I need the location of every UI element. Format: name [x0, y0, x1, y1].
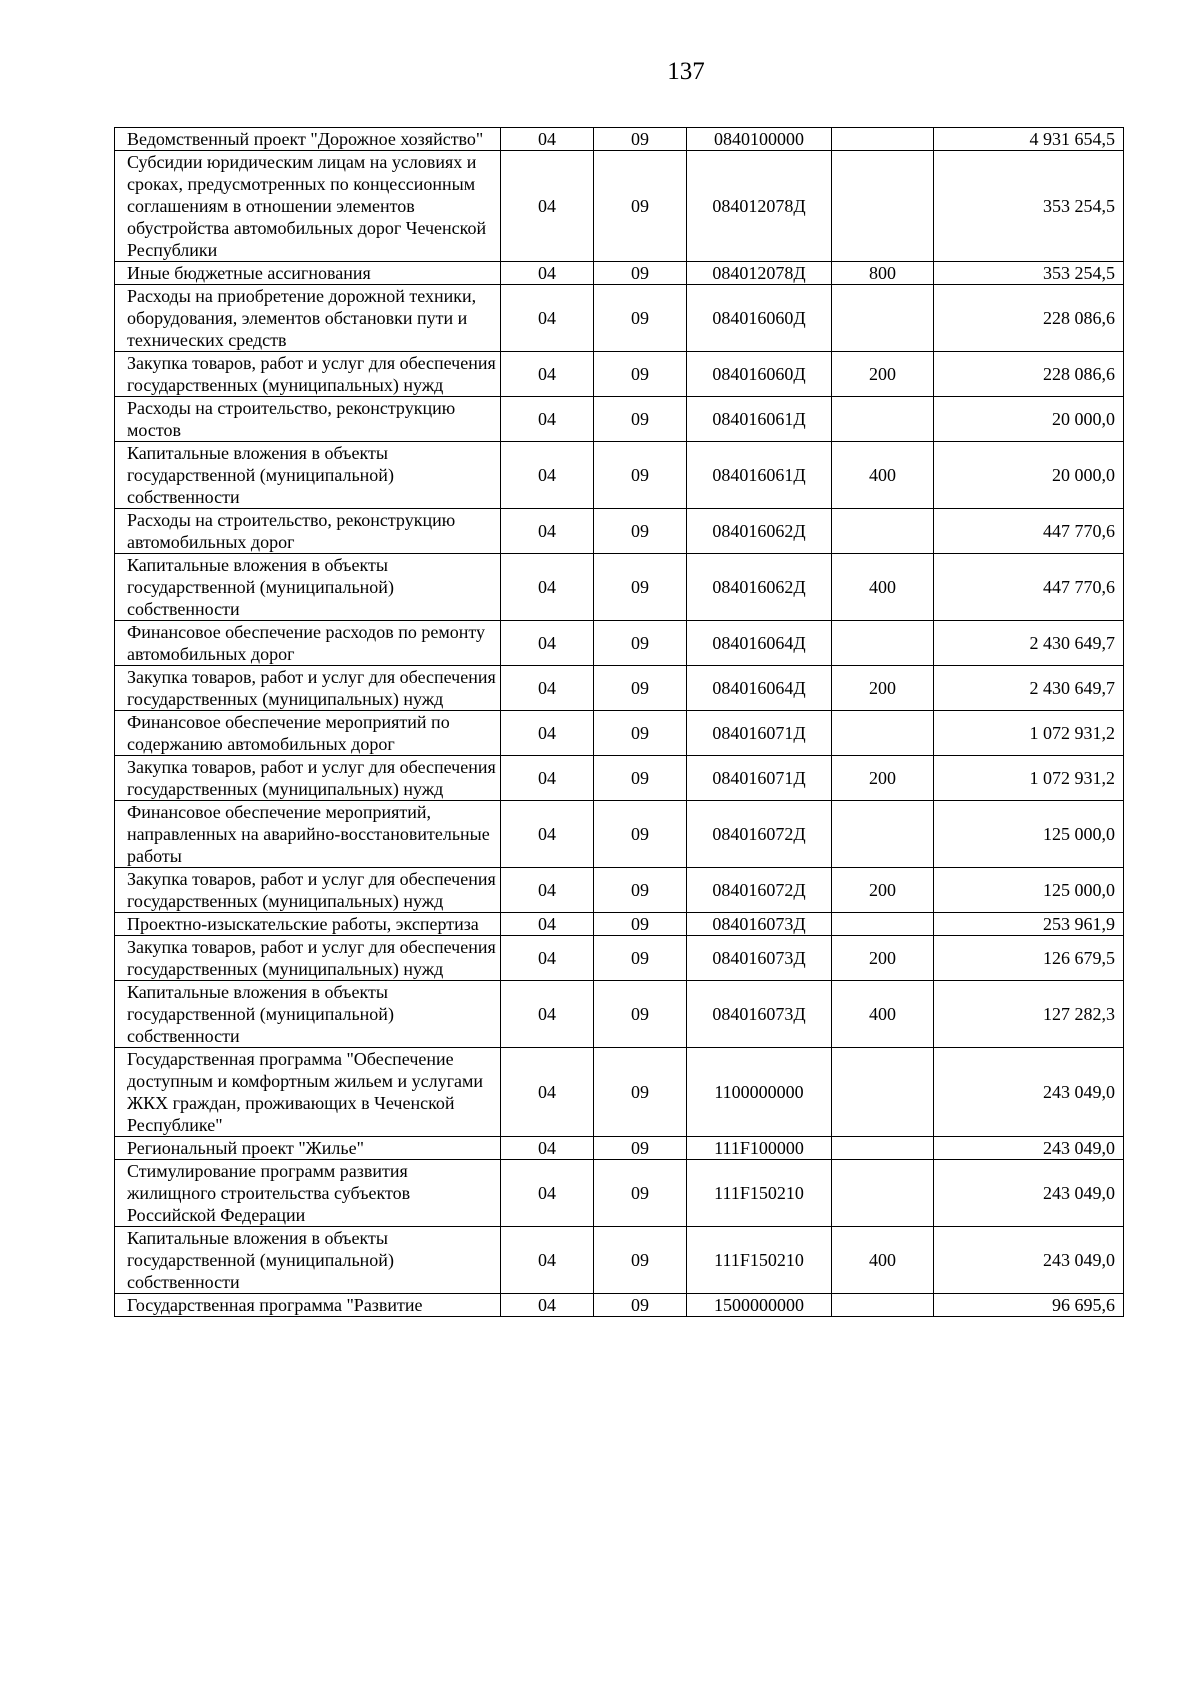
- subsection-code-cell: 09: [594, 509, 687, 554]
- expense-type-cell: 400: [832, 442, 934, 509]
- section-code-cell: 04: [501, 262, 594, 285]
- row-name-cell: Закупка товаров, работ и услуг для обеспечения государственных (муниципальных) нужд: [115, 868, 501, 913]
- row-name-cell: Капитальные вложения в объекты государственной (муниципальной) собственности: [115, 1227, 501, 1294]
- row-name-cell: Закупка товаров, работ и услуг для обеспечения государственных (муниципальных) нужд: [115, 666, 501, 711]
- amount-cell: 228 086,6: [934, 285, 1124, 352]
- table-row: [115, 128, 1124, 151]
- subsection-code-cell: 09: [594, 936, 687, 981]
- subsection-code-cell: 09: [594, 801, 687, 868]
- row-name-cell: Финансовое обеспечение мероприятий по содержанию автомобильных дорог: [115, 711, 501, 756]
- target-article-cell: 111F150210: [687, 1227, 832, 1294]
- amount-cell: 243 049,0: [934, 1137, 1124, 1160]
- table-row: [115, 1227, 1124, 1294]
- amount-cell: 447 770,6: [934, 554, 1124, 621]
- row-name-cell: Проектно-изыскательские работы, экспертиза: [115, 913, 501, 936]
- target-article-cell: 1100000000: [687, 1048, 832, 1137]
- amount-cell: 125 000,0: [934, 801, 1124, 868]
- section-code-cell: 04: [501, 868, 594, 913]
- section-code-cell: 04: [501, 936, 594, 981]
- expense-type-cell: 200: [832, 666, 934, 711]
- target-article-cell: 084016061Д: [687, 442, 832, 509]
- expense-type-cell: 200: [832, 756, 934, 801]
- table-row: [115, 868, 1124, 913]
- target-article-cell: 1500000000: [687, 1294, 832, 1317]
- amount-cell: 20 000,0: [934, 397, 1124, 442]
- table-row: [115, 1137, 1124, 1160]
- target-article-cell: 084016062Д: [687, 554, 832, 621]
- target-article-cell: 084016062Д: [687, 509, 832, 554]
- row-name-cell: Расходы на приобретение дорожной техники, оборудования, элементов обстановки пути и технических средств: [115, 285, 501, 352]
- expense-type-cell: [832, 151, 934, 262]
- table-row: [115, 509, 1124, 554]
- target-article-cell: 084012078Д: [687, 151, 832, 262]
- row-name-cell: Расходы на строительство, реконструкцию мостов: [115, 397, 501, 442]
- section-code-cell: 04: [501, 1294, 594, 1317]
- subsection-code-cell: 09: [594, 1294, 687, 1317]
- row-name-cell: Капитальные вложения в объекты государственной (муниципальной) собственности: [115, 442, 501, 509]
- amount-cell: 4 931 654,5: [934, 128, 1124, 151]
- expense-type-cell: [832, 1160, 934, 1227]
- expense-type-cell: [832, 1294, 934, 1317]
- amount-cell: 96 695,6: [934, 1294, 1124, 1317]
- expense-type-cell: 400: [832, 1227, 934, 1294]
- section-code-cell: 04: [501, 128, 594, 151]
- table-row: [115, 801, 1124, 868]
- target-article-cell: 084016072Д: [687, 801, 832, 868]
- target-article-cell: 084016064Д: [687, 666, 832, 711]
- table-row: [115, 756, 1124, 801]
- table-row: [115, 1294, 1124, 1317]
- section-code-cell: 04: [501, 1137, 594, 1160]
- target-article-cell: 111F100000: [687, 1137, 832, 1160]
- amount-cell: 20 000,0: [934, 442, 1124, 509]
- table-row: [115, 397, 1124, 442]
- section-code-cell: 04: [501, 285, 594, 352]
- subsection-code-cell: 09: [594, 1137, 687, 1160]
- table-row: [115, 936, 1124, 981]
- subsection-code-cell: 09: [594, 981, 687, 1048]
- expense-type-cell: [832, 397, 934, 442]
- amount-cell: 243 049,0: [934, 1048, 1124, 1137]
- row-name-cell: Закупка товаров, работ и услуг для обеспечения государственных (муниципальных) нужд: [115, 352, 501, 397]
- budget-table-body: [115, 128, 1124, 1317]
- amount-cell: 1 072 931,2: [934, 756, 1124, 801]
- target-article-cell: 084016060Д: [687, 285, 832, 352]
- row-name-cell: Закупка товаров, работ и услуг для обеспечения государственных (муниципальных) нужд: [115, 756, 501, 801]
- section-code-cell: 04: [501, 801, 594, 868]
- amount-cell: 253 961,9: [934, 913, 1124, 936]
- expense-type-cell: [832, 621, 934, 666]
- table-row: [115, 621, 1124, 666]
- subsection-code-cell: 09: [594, 442, 687, 509]
- section-code-cell: 04: [501, 621, 594, 666]
- target-article-cell: 084016073Д: [687, 936, 832, 981]
- subsection-code-cell: 09: [594, 128, 687, 151]
- row-name-cell: Ведомственный проект "Дорожное хозяйство": [115, 128, 501, 151]
- subsection-code-cell: 09: [594, 1160, 687, 1227]
- section-code-cell: 04: [501, 666, 594, 711]
- subsection-code-cell: 09: [594, 756, 687, 801]
- target-article-cell: 084016072Д: [687, 868, 832, 913]
- table-row: [115, 981, 1124, 1048]
- subsection-code-cell: 09: [594, 1048, 687, 1137]
- target-article-cell: 084016071Д: [687, 711, 832, 756]
- subsection-code-cell: 09: [594, 621, 687, 666]
- table-row: [115, 285, 1124, 352]
- subsection-code-cell: 09: [594, 151, 687, 262]
- amount-cell: 2 430 649,7: [934, 666, 1124, 711]
- expense-type-cell: [832, 711, 934, 756]
- table-row: [115, 1160, 1124, 1227]
- expense-type-cell: 800: [832, 262, 934, 285]
- expense-type-cell: 200: [832, 936, 934, 981]
- table-row: [115, 352, 1124, 397]
- row-name-cell: Закупка товаров, работ и услуг для обеспечения государственных (муниципальных) нужд: [115, 936, 501, 981]
- table-row: [115, 262, 1124, 285]
- table-row: [115, 554, 1124, 621]
- row-name-cell: Финансовое обеспечение мероприятий, направленных на аварийно-восстановительные работы: [115, 801, 501, 868]
- target-article-cell: 084016060Д: [687, 352, 832, 397]
- expense-type-cell: 400: [832, 554, 934, 621]
- section-code-cell: 04: [501, 397, 594, 442]
- expense-type-cell: [832, 801, 934, 868]
- subsection-code-cell: 09: [594, 913, 687, 936]
- expense-type-cell: 400: [832, 981, 934, 1048]
- subsection-code-cell: 09: [594, 1227, 687, 1294]
- row-name-cell: Расходы на строительство, реконструкцию автомобильных дорог: [115, 509, 501, 554]
- expense-type-cell: [832, 1137, 934, 1160]
- subsection-code-cell: 09: [594, 666, 687, 711]
- expense-type-cell: [832, 509, 934, 554]
- target-article-cell: 0840100000: [687, 128, 832, 151]
- target-article-cell: 084016073Д: [687, 981, 832, 1048]
- subsection-code-cell: 09: [594, 554, 687, 621]
- table-row: [115, 913, 1124, 936]
- target-article-cell: 084016061Д: [687, 397, 832, 442]
- amount-cell: 127 282,3: [934, 981, 1124, 1048]
- section-code-cell: 04: [501, 509, 594, 554]
- expense-type-cell: [832, 285, 934, 352]
- row-name-cell: Государственная программа "Обеспечение доступным и комфортным жильем и услугами ЖКХ граждан, проживающих в Чеченской Республике": [115, 1048, 501, 1137]
- row-name-cell: Финансовое обеспечение расходов по ремонту автомобильных дорог: [115, 621, 501, 666]
- row-name-cell: Стимулирование программ развития жилищного строительства субъектов Российской Федерации: [115, 1160, 501, 1227]
- amount-cell: 353 254,5: [934, 262, 1124, 285]
- amount-cell: 228 086,6: [934, 352, 1124, 397]
- target-article-cell: 111F150210: [687, 1160, 832, 1227]
- amount-cell: 126 679,5: [934, 936, 1124, 981]
- row-name-cell: Иные бюджетные ассигнования: [115, 262, 501, 285]
- expense-type-cell: [832, 1048, 934, 1137]
- expense-type-cell: 200: [832, 352, 934, 397]
- amount-cell: 353 254,5: [934, 151, 1124, 262]
- section-code-cell: 04: [501, 711, 594, 756]
- budget-table: [114, 127, 1124, 1317]
- subsection-code-cell: 09: [594, 868, 687, 913]
- section-code-cell: 04: [501, 1160, 594, 1227]
- row-name-cell: Субсидии юридическим лицам на условиях и сроках, предусмотренных по концессионным соглашениям в отношении элементов обустройства автомобильных дорог Чеченской Республики: [115, 151, 501, 262]
- section-code-cell: 04: [501, 554, 594, 621]
- table-row: [115, 711, 1124, 756]
- amount-cell: 243 049,0: [934, 1160, 1124, 1227]
- amount-cell: 243 049,0: [934, 1227, 1124, 1294]
- page-number: 137: [667, 58, 705, 85]
- amount-cell: 2 430 649,7: [934, 621, 1124, 666]
- row-name-cell: Капитальные вложения в объекты государственной (муниципальной) собственности: [115, 554, 501, 621]
- subsection-code-cell: 09: [594, 711, 687, 756]
- expense-type-cell: 200: [832, 868, 934, 913]
- section-code-cell: 04: [501, 151, 594, 262]
- table-row: [115, 666, 1124, 711]
- amount-cell: 1 072 931,2: [934, 711, 1124, 756]
- amount-cell: 447 770,6: [934, 509, 1124, 554]
- table-row: [115, 151, 1124, 262]
- expense-type-cell: [832, 913, 934, 936]
- subsection-code-cell: 09: [594, 397, 687, 442]
- target-article-cell: 084016064Д: [687, 621, 832, 666]
- row-name-cell: Государственная программа "Развитие: [115, 1294, 501, 1317]
- expense-type-cell: [832, 128, 934, 151]
- subsection-code-cell: 09: [594, 352, 687, 397]
- section-code-cell: 04: [501, 981, 594, 1048]
- subsection-code-cell: 09: [594, 285, 687, 352]
- section-code-cell: 04: [501, 913, 594, 936]
- row-name-cell: Капитальные вложения в объекты государственной (муниципальной) собственности: [115, 981, 501, 1048]
- row-name-cell: Региональный проект "Жилье": [115, 1137, 501, 1160]
- target-article-cell: 084016073Д: [687, 913, 832, 936]
- subsection-code-cell: 09: [594, 262, 687, 285]
- table-row: [115, 1048, 1124, 1137]
- target-article-cell: 084016071Д: [687, 756, 832, 801]
- target-article-cell: 084012078Д: [687, 262, 832, 285]
- amount-cell: 125 000,0: [934, 868, 1124, 913]
- section-code-cell: 04: [501, 442, 594, 509]
- section-code-cell: 04: [501, 1227, 594, 1294]
- section-code-cell: 04: [501, 1048, 594, 1137]
- table-row: [115, 442, 1124, 509]
- section-code-cell: 04: [501, 352, 594, 397]
- section-code-cell: 04: [501, 756, 594, 801]
